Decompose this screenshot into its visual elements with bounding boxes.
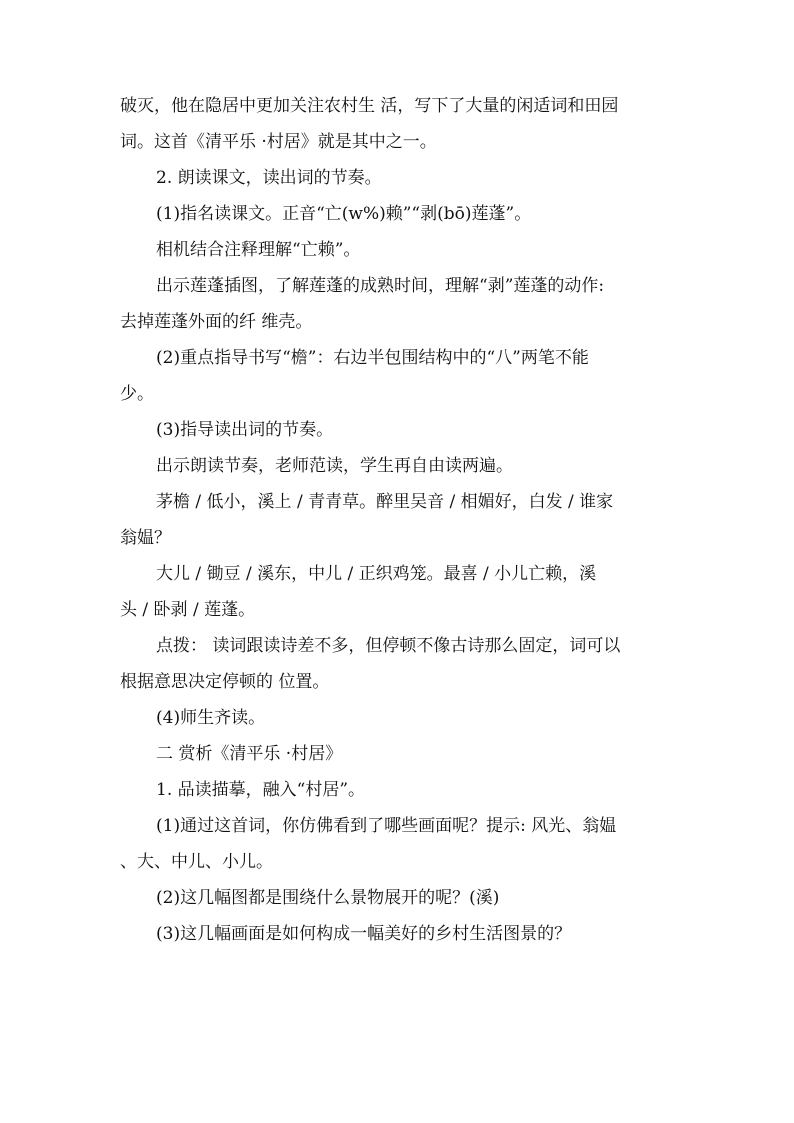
text-line: (2)重点指导书写“檐”：右边半包围结构中的“八”两笔不能 bbox=[156, 348, 589, 368]
poem-line: 翁媪？ bbox=[120, 528, 171, 548]
poem-line: 大儿 / 锄豆 / 溪东，中儿 / 正织鸡笼。最喜 / 小儿亡赖，溪 bbox=[156, 564, 597, 584]
text-line: 去掉莲蓬外面的纤 维壳。 bbox=[120, 312, 313, 332]
text-line: 相机结合注释理解“亡赖”。 bbox=[156, 240, 361, 260]
document-page bbox=[120, 88, 676, 952]
text-line: 词。这首《清平乐 ·村居》就是其中之一。 bbox=[120, 132, 437, 152]
text-line: 出示莲蓬插图，了解莲蓬的成熟时间，理解“剥”莲蓬的动作: bbox=[156, 276, 605, 296]
section-heading: 二 赏析《清平乐 ·村居》 bbox=[156, 744, 343, 764]
section-heading: 2. 朗读课文，读出词的节奏。 bbox=[156, 168, 382, 188]
text-line: 破灭，他在隐居中更加关注农村生 活，写下了大量的闲适词和田园 bbox=[120, 96, 619, 116]
poem-line: 茅檐 / 低小，溪上 / 青青草。醉里吴音 / 相媚好，白发 / 谁家 bbox=[156, 492, 614, 512]
text-line: 根据意思决定停顿的 位置。 bbox=[120, 672, 330, 692]
text-line: (1)指名读课文。正音“亡(w%)赖”“剥(bō)莲蓬”。 bbox=[156, 204, 532, 224]
text-line: (3)指导读出词的节奏。 bbox=[156, 420, 334, 440]
poem-line: 头 / 卧剥 / 莲蓬。 bbox=[120, 600, 256, 620]
text-line: 、大、中儿、小儿。 bbox=[120, 852, 273, 872]
text-line: 出示朗读节奏，老师范读，学生再自由读两遍。 bbox=[156, 456, 513, 476]
text-line: (1)通过这首词，你仿佛看到了哪些画面呢？提示: 风光、翁媪 bbox=[156, 816, 617, 836]
text-line: (3)这几幅画面是如何构成一幅美好的乡村生活图景的？ bbox=[156, 924, 572, 944]
section-heading: 1. 品读描摹，融入“村居”。 bbox=[156, 780, 366, 800]
text-line: 点拨： 读词跟读诗差不多，但停顿不像古诗那么固定，词可以 bbox=[156, 636, 621, 656]
text-line: 少。 bbox=[120, 384, 154, 404]
text-line: (2)这几幅图都是围绕什么景物展开的呢？(溪) bbox=[156, 888, 500, 908]
text-line: (4)师生齐读。 bbox=[156, 708, 266, 728]
